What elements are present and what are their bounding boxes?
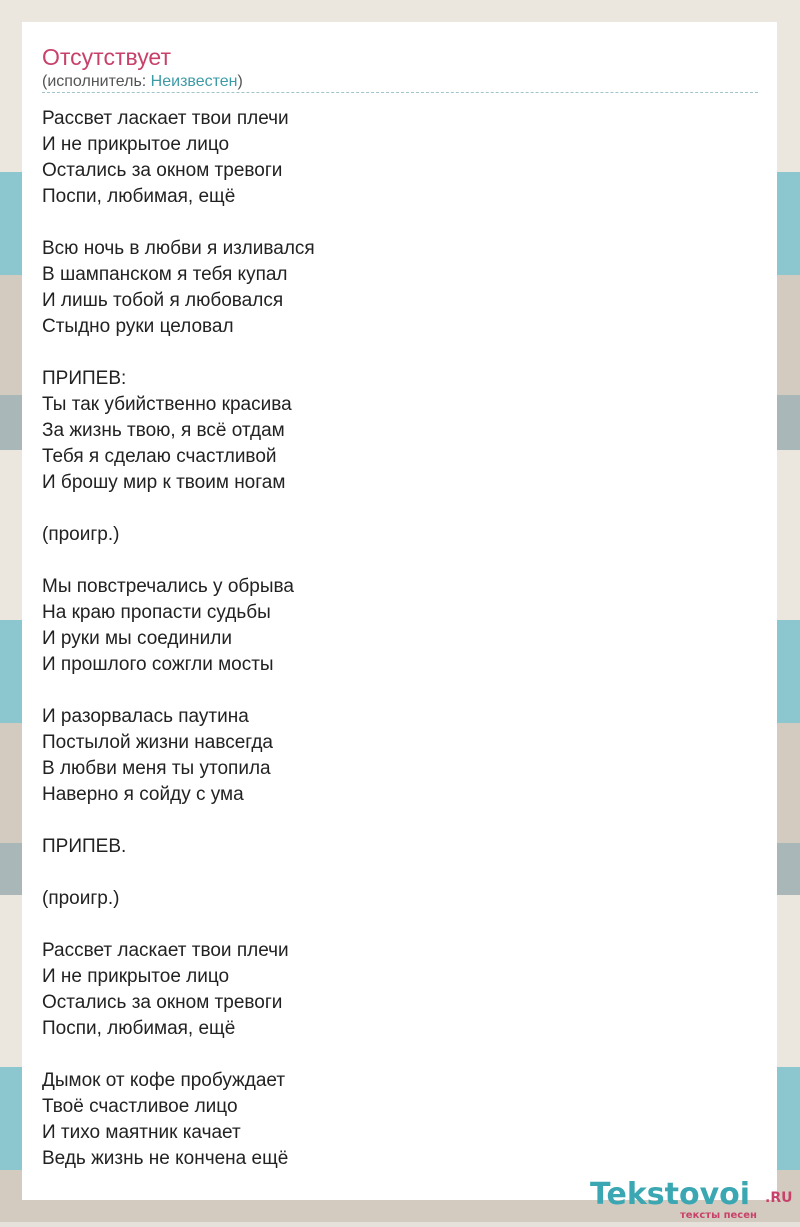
lyric-line: В шампанском я тебя купал [42,264,288,285]
lyric-line: ПРИПЕВ. [42,836,127,857]
lyric-line: И руки мы соединили [42,628,232,649]
logo-wordmark: Tekstovoi [590,1177,751,1212]
lyric-line: Остались за окном тревоги [42,992,283,1013]
lyric-line: И не прикрытое лицо [42,134,230,155]
lyric-line: И прошлого сожгли мосты [42,654,274,675]
lyric-line: ПРИПЕВ: [42,368,127,389]
lyrics-text [42,106,742,1172]
lyric-line [42,210,742,236]
site-logo[interactable] [590,1177,800,1227]
lyric-line: И брошу мир к твоим ногам [42,472,286,493]
lyric-line: Твоё счастливое лицо [42,1096,238,1117]
artist-suffix: ) [237,73,243,90]
logo-tagline: тексты песен [680,1210,757,1221]
lyrics-card [22,22,793,1221]
lyric-line: Рассвет ласкает твои плечи [42,108,289,129]
lyric-line: Остались за окном тревоги [42,160,283,181]
title-divider [42,92,758,93]
lyric-line [42,808,742,834]
lyric-line: Стыдно руки целовал [42,316,234,337]
lyric-line: И не прикрытое лицо [42,966,230,987]
lyric-line: Наверно я сойду с ума [42,784,244,805]
lyric-line [42,860,742,886]
lyric-line: И тихо маятник качает [42,1122,241,1143]
logo-domain: .RU [765,1190,793,1206]
artist-line [42,73,243,91]
artist-link[interactable]: Неизвестен [150,73,238,90]
lyric-line: (проигр.) [42,524,120,545]
lyric-line [42,496,742,522]
lyric-line: Ты так убийственно красива [42,394,292,415]
lyric-line: Дымок от кофе пробуждает [42,1070,286,1091]
lyric-line: Мы повстречались у обрыва [42,576,294,597]
lyric-line: На краю пропасти судьбы [42,602,271,623]
lyric-line: Всю ночь в любви я изливался [42,238,315,259]
artist-prefix: (исполнитель: [42,73,151,90]
lyric-line [42,1042,742,1068]
song-title: Отсутствует [42,44,171,70]
lyric-line: Поспи, любимая, ещё [42,186,236,207]
lyric-line [42,548,742,574]
lyric-line: Тебя я сделаю счастливой [42,446,277,467]
lyric-line: Поспи, любимая, ещё [42,1018,236,1039]
lyric-line: И лишь тобой я любовался [42,290,284,311]
lyric-line: Рассвет ласкает твои плечи [42,940,289,961]
lyric-line: И разорвалась паутина [42,706,249,727]
lyric-line [42,912,742,938]
lyric-line: В любви меня ты утопила [42,758,271,779]
lyric-line: (проигр.) [42,888,120,909]
lyric-line: Ведь жизнь не кончена ещё [42,1148,289,1169]
lyric-line [42,678,742,704]
lyric-line [42,340,742,366]
lyric-line: Постылой жизни навсегда [42,732,273,753]
lyric-line: За жизнь твою, я всё отдам [42,420,285,441]
